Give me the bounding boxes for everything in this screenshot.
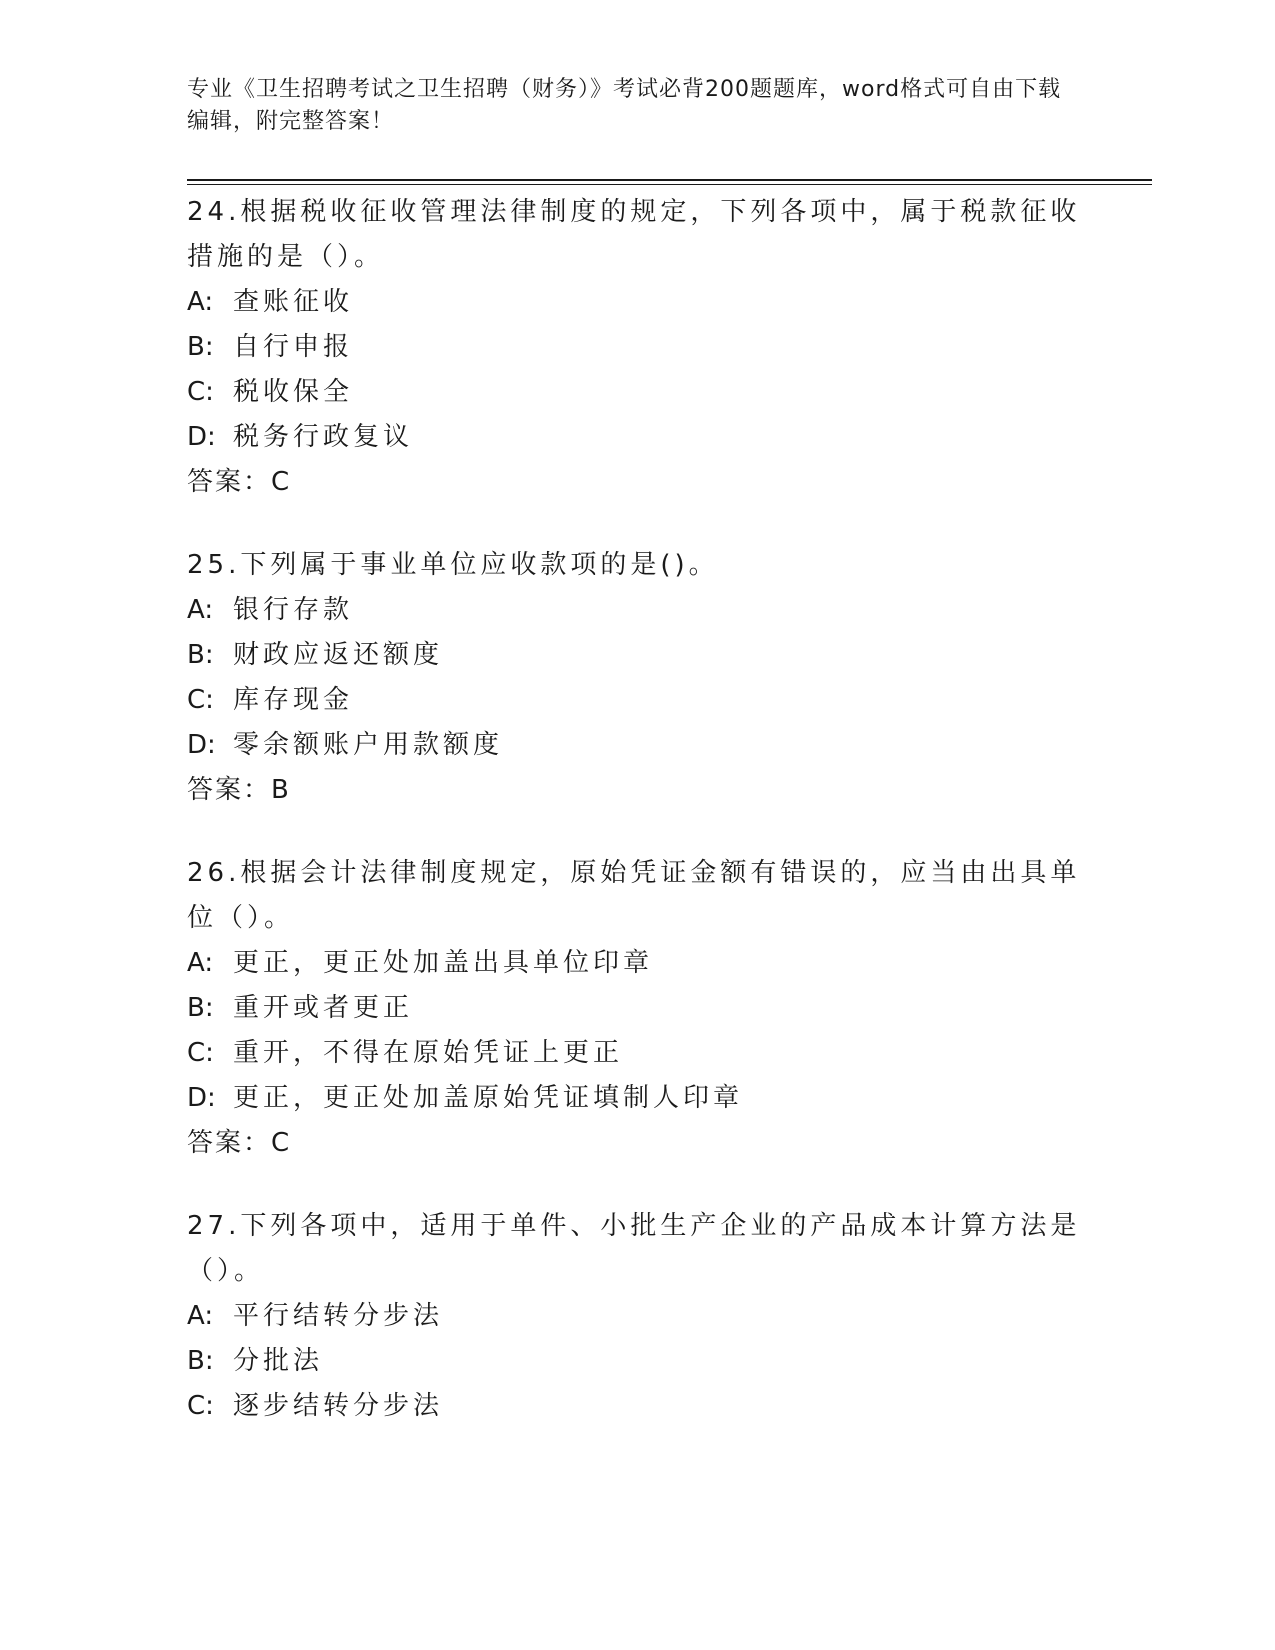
option-text: 税收保全 — [233, 377, 354, 407]
answer-prefix: 答案： — [187, 1128, 272, 1158]
option-text: 更正，更正处加盖出具单位印章 — [233, 948, 654, 978]
option-text: 税务行政复议 — [233, 422, 414, 452]
question-stem: 27.下列各项中，适用于单件、小批生产企业的产品成本计算方法是（）。 — [187, 1211, 1081, 1286]
option-a — [187, 941, 1087, 986]
option-d — [187, 415, 1087, 460]
answer-value: B — [271, 775, 291, 805]
option-text: 财政应返还额度 — [233, 640, 444, 670]
option-a — [187, 280, 1087, 325]
header-divider-thin — [187, 184, 1152, 185]
answer-prefix: 答案： — [187, 775, 272, 805]
answer-line — [187, 460, 1087, 505]
question-stem: 26.根据会计法律制度规定，原始凭证金额有错误的，应当由出具单位（）。 — [187, 858, 1081, 933]
option-label: B: — [187, 993, 214, 1023]
option-b — [187, 633, 1087, 678]
header-divider-thick — [187, 179, 1152, 181]
answer-line — [187, 768, 1087, 813]
option-label: C: — [187, 685, 214, 715]
option-a — [187, 1294, 1087, 1339]
option-text: 重开，不得在原始凭证上更正 — [233, 1038, 624, 1068]
option-label: C: — [187, 377, 214, 407]
option-label: D: — [187, 1083, 216, 1113]
option-b — [187, 1339, 1087, 1384]
option-text: 重开或者更正 — [233, 993, 414, 1023]
option-label: A: — [187, 1301, 214, 1331]
option-label: D: — [187, 422, 216, 452]
answer-prefix: 答案： — [187, 467, 272, 497]
option-c — [187, 1031, 1087, 1076]
option-text: 银行存款 — [233, 595, 354, 625]
question-25 — [187, 543, 1087, 813]
option-c — [187, 370, 1087, 415]
option-text: 逐步结转分步法 — [233, 1391, 444, 1421]
question-24 — [187, 190, 1087, 505]
option-label: C: — [187, 1391, 214, 1421]
option-text: 库存现金 — [233, 685, 354, 715]
question-stem: 25.下列属于事业单位应收款项的是()。 — [187, 550, 719, 580]
option-text: 零余额账户用款额度 — [233, 730, 504, 760]
option-label: B: — [187, 1346, 214, 1376]
question-stem: 24.根据税收征收管理法律制度的规定，下列各项中，属于税款征收措施的是（）。 — [187, 197, 1081, 272]
question-list — [187, 190, 1087, 1467]
option-label: A: — [187, 595, 214, 625]
option-text: 分批法 — [233, 1346, 324, 1376]
option-label: B: — [187, 332, 214, 362]
option-label: A: — [187, 948, 214, 978]
option-label: C: — [187, 1038, 214, 1068]
question-26 — [187, 851, 1087, 1166]
answer-line — [187, 1121, 1087, 1166]
option-label: B: — [187, 640, 214, 670]
option-b — [187, 986, 1087, 1031]
option-text: 查账征收 — [233, 287, 354, 317]
option-label: D: — [187, 730, 216, 760]
option-text: 更正，更正处加盖原始凭证填制人印章 — [233, 1083, 744, 1113]
answer-value: C — [271, 467, 292, 497]
header-intro-text: 专业《卫生招聘考试之卫生招聘（财务）》考试必背200题题库，word格式可自由下载编辑，附完整答案！ — [187, 77, 1062, 134]
option-c — [187, 678, 1087, 723]
option-a — [187, 588, 1087, 633]
answer-value: C — [271, 1128, 292, 1158]
option-c — [187, 1384, 1087, 1429]
option-text: 平行结转分步法 — [233, 1301, 444, 1331]
option-b — [187, 325, 1087, 370]
option-d — [187, 723, 1087, 768]
option-d — [187, 1076, 1087, 1121]
option-text: 自行申报 — [233, 332, 354, 362]
option-label: A: — [187, 287, 214, 317]
question-27 — [187, 1204, 1087, 1429]
